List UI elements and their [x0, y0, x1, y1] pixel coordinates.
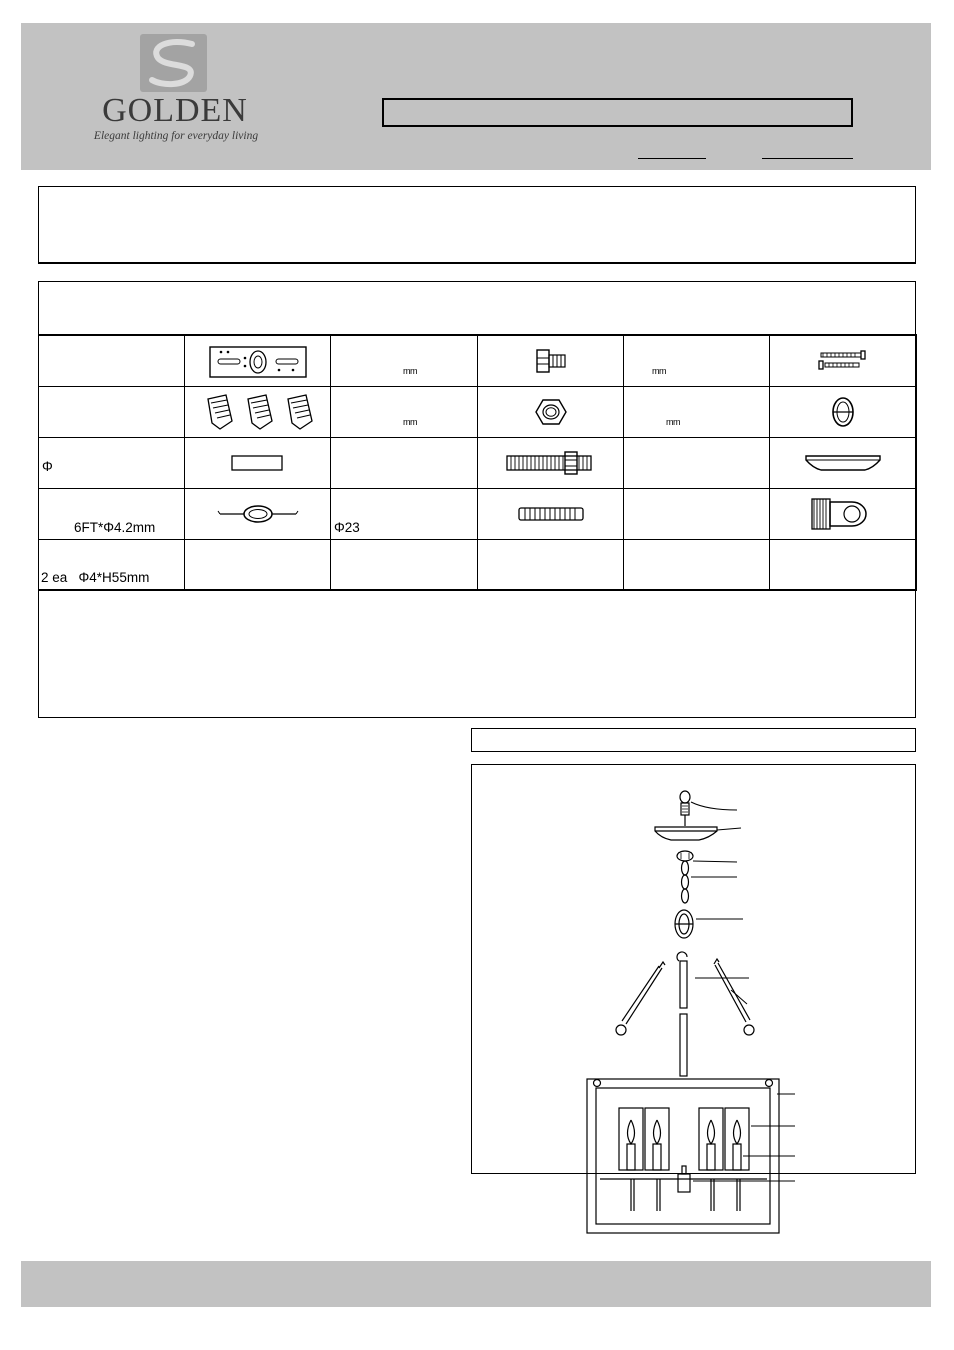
part-spec: Φ23	[334, 519, 360, 535]
part-name-cell	[39, 386, 185, 437]
brand-tagline: Elegant lighting for everyday living	[93, 130, 259, 142]
diagram-title-strip	[471, 728, 916, 752]
chain-icon	[185, 488, 331, 539]
part-name-cell	[624, 488, 770, 539]
brand-logo-text: GOLDEN	[102, 92, 248, 129]
part-spec: 6FT*Φ4.2mm	[74, 519, 156, 535]
part-image-cell	[185, 539, 331, 590]
lock-ring-icon	[478, 488, 624, 539]
part-name-cell	[624, 386, 770, 437]
parts-table	[38, 334, 917, 591]
loop-nipple-icon	[770, 488, 917, 539]
logo-mark-icon	[140, 34, 207, 92]
part-name-cell	[624, 335, 770, 386]
spacer-plate-icon	[185, 437, 331, 488]
part-name-cell	[624, 539, 770, 590]
part-image-cell	[770, 539, 917, 590]
instructions-column	[38, 735, 453, 1235]
header-field-1-line	[638, 158, 706, 159]
top-loop-icon	[680, 791, 690, 826]
hex-screw-icon	[478, 335, 624, 386]
part-name-cell	[39, 335, 185, 386]
size-unit: mm	[652, 365, 666, 376]
size-unit: mm	[403, 365, 417, 376]
part-name-cell	[331, 488, 478, 539]
part-spec: 2 ea Φ4*H55mm	[41, 570, 150, 585]
part-name-cell	[331, 437, 478, 488]
side-arms-icon	[616, 959, 754, 1035]
parts-row	[39, 437, 917, 488]
parts-row	[39, 539, 917, 590]
size-unit: mm	[403, 416, 417, 427]
notice-box	[38, 186, 916, 264]
footer-band	[21, 1261, 931, 1307]
threaded-rod-icon	[478, 437, 624, 488]
chain-links-icon	[677, 851, 693, 903]
parts-row	[39, 386, 917, 437]
part-name-cell	[624, 437, 770, 488]
part-name-cell	[331, 539, 478, 590]
parts-row	[39, 488, 917, 539]
part-name-cell	[331, 335, 478, 386]
center-rod-icon	[677, 952, 687, 1076]
hex-nut-icon	[478, 386, 624, 437]
header-field-2-line	[762, 158, 853, 159]
size-unit: mm	[666, 416, 680, 427]
chain-loop-diagram-icon	[675, 910, 693, 938]
long-screws-icon	[770, 335, 917, 386]
canopy-icon	[770, 437, 917, 488]
part-image-cell	[478, 539, 624, 590]
part-name-cell	[331, 386, 478, 437]
candle-sockets-icon	[619, 1108, 749, 1211]
part-name-cell	[39, 539, 185, 590]
model-title-box	[382, 98, 853, 127]
exploded-assembly-diagram	[471, 764, 916, 1239]
part-name-cell	[39, 437, 185, 488]
wire-nuts-icon	[185, 386, 331, 437]
canopy-diagram-icon	[655, 827, 717, 840]
mounting-bracket-icon	[185, 335, 331, 386]
part-spec: Φ	[42, 458, 53, 474]
parts-row	[39, 335, 917, 386]
part-name-cell	[39, 488, 185, 539]
chain-loop-icon	[770, 386, 917, 437]
